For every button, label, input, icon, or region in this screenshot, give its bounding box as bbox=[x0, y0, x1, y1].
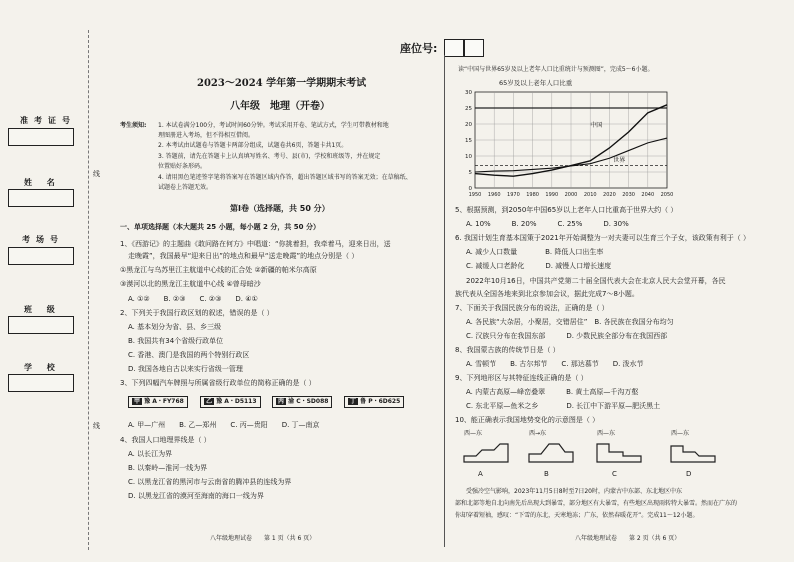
question-option[interactable]: C. 香港、澳门是我国的两个特别行政区 bbox=[128, 351, 250, 359]
option-letter: D bbox=[686, 470, 692, 478]
question-option[interactable]: A. 10% B. 20% C. 25% D. 30% bbox=[466, 220, 629, 228]
question-line: 10、能正确表示我国地势变化的示意图是（ ） bbox=[455, 416, 600, 424]
school-box[interactable] bbox=[8, 374, 74, 392]
question-line: 4、我国人口地理界线是（ ） bbox=[120, 436, 211, 444]
question-option[interactable]: B. 以秦岭—淮河一线为界 bbox=[128, 464, 208, 472]
exam-number-box[interactable] bbox=[8, 128, 74, 146]
direction-label: 西→东 bbox=[529, 430, 547, 437]
direction-label: 西—东 bbox=[597, 430, 616, 437]
school-label: 学 校 bbox=[24, 363, 61, 372]
exam-title: 2023～2024 学年第一学期期末考试 bbox=[197, 78, 367, 89]
name-label: 姓 名 bbox=[24, 178, 61, 187]
y-tick-label: 20 bbox=[465, 122, 472, 128]
section-title: 第Ⅰ卷（选择题，共 50 分） bbox=[230, 204, 330, 213]
notice-line: 3. 答题前，请先在答题卡上认真填写姓名、考号、县(市)，学校和班级等，并在规定 bbox=[158, 153, 381, 160]
y-tick-label: 10 bbox=[465, 154, 472, 160]
question-line: 5、根据预测，到2050年中国65岁以上老年人口比重高于世界大约（ ） bbox=[455, 206, 678, 214]
question-option[interactable]: A. 甲—广州 B. 乙—郑州 C. 丙—贵阳 D. 丁—南京 bbox=[128, 421, 320, 429]
seat-box-2[interactable] bbox=[464, 39, 484, 57]
option-letter: A bbox=[478, 470, 483, 478]
notice-line: 1. 本试卷满分100分，考试时间60分钟。考试采用开卷、笔试方式，学生可带教材和地 bbox=[158, 122, 389, 129]
question-line: 7、下面关于我国民族分布的说法，正确的是（ ） bbox=[455, 304, 609, 312]
question-line: ③漠河以北的黑龙江主航道中心线 ④曾母暗沙 bbox=[120, 280, 261, 288]
series-label: 中国 bbox=[590, 122, 603, 130]
terrain-profile-b[interactable] bbox=[527, 440, 575, 466]
question-option[interactable]: B. 我国共有34个省级行政单位 bbox=[128, 337, 224, 345]
x-tick-label: 1960 bbox=[487, 192, 501, 198]
license-plate-yi: 乙 豫 A・D5113 bbox=[200, 396, 261, 408]
y-tick-label: 0 bbox=[468, 186, 472, 192]
question-line: 6. 我国计划生育基本国策于2021年开始调整为一对夫妻可以生育三个子女，该政策有利于（ ） bbox=[455, 234, 750, 242]
exam-room-box[interactable] bbox=[8, 247, 74, 265]
material-line: 2022年10月16日，中国共产党第二十届全国代表大会在北京人民大会堂开幕，各民 bbox=[466, 277, 726, 285]
x-tick-label: 2010 bbox=[583, 192, 597, 198]
license-plate-bing: 丙 渝 C・SD088 bbox=[272, 396, 332, 408]
y-tick-label: 15 bbox=[465, 138, 472, 144]
question-option[interactable]: A. 基本划分为省、县、乡三级 bbox=[128, 323, 222, 331]
license-plate-ding: 丁 鲁 P・6D625 bbox=[344, 396, 404, 408]
exam-number-label: 准考证号 bbox=[20, 116, 76, 125]
license-plate-jia: 甲 豫 A・FY768 bbox=[128, 396, 188, 408]
question-line: 走晚霞”，我国最早“迎来日出”的地点和最早“送走晚霞”的地点分别是（ ） bbox=[128, 252, 359, 260]
x-tick-label: 1950 bbox=[468, 192, 482, 198]
question-option[interactable]: D. 我国各地自古以来实行省级一管理 bbox=[128, 365, 243, 373]
x-tick-label: 2040 bbox=[641, 192, 655, 198]
material-paragraph: 部和北部等地自北向南先后出现大到暴雪，部分地区有大暴雪，有些地区出现雨转特大暴雪。然而在广东的 bbox=[455, 500, 738, 507]
question-line: 2、下列关于我国行政区划的叙述，错误的是（ ） bbox=[120, 309, 274, 317]
exam-room-label: 考场号 bbox=[22, 235, 64, 244]
question-option[interactable]: A. 以长江为界 bbox=[128, 450, 173, 458]
binding-dashed-line bbox=[88, 30, 89, 550]
y-tick-label: 25 bbox=[465, 106, 472, 112]
terrain-profile-d[interactable] bbox=[669, 440, 717, 466]
x-tick-label: 2000 bbox=[564, 192, 578, 198]
question-option[interactable]: A. ①② B. ②③ C. ②③ D. ④① bbox=[128, 295, 258, 303]
notice-line: 位置贴好条形码。 bbox=[158, 163, 207, 170]
class-label: 班 级 bbox=[24, 305, 61, 314]
class-box[interactable] bbox=[8, 316, 74, 334]
terrain-profile-a[interactable] bbox=[462, 440, 510, 466]
binding-side-mark-2: 线 bbox=[93, 422, 100, 430]
terrain-profile-c[interactable] bbox=[595, 440, 643, 466]
notice-line: 理图册进入考场，但不得相互借阅。 bbox=[158, 132, 255, 139]
question-line: 9、下列地形区与其特征连线正确的是（ ） bbox=[455, 374, 588, 382]
material-paragraph: 受强冷空气影响，2023年11月5日8时至7日20时，内蒙古中东部、东北地区中东 bbox=[466, 488, 682, 495]
column-divider bbox=[444, 55, 445, 547]
direction-label: 西—东 bbox=[464, 430, 483, 437]
y-tick-label: 30 bbox=[465, 90, 472, 96]
question-line: 3、下列四幅汽车牌照与所属省级行政单位的简称正确的是（ ） bbox=[120, 379, 316, 387]
notice-label: 考生须知: bbox=[120, 122, 147, 129]
seat-box-1[interactable] bbox=[444, 39, 464, 57]
question-option[interactable]: A. 减少人口数量 B. 降低人口出生率 bbox=[466, 248, 604, 256]
chart-title: 65岁及以上老年人口比重 bbox=[499, 79, 573, 87]
direction-label: 西—东 bbox=[671, 430, 690, 437]
chart-intro: 读“中国与世界65岁及以上老年人口比重统计与预测图”，完成5～6小题。 bbox=[458, 66, 654, 73]
y-tick-label: 5 bbox=[468, 170, 472, 176]
notice-line: 2. 本考试由试题卷与答题卡两部分组成，试题卷共6页，答题卡共1页。 bbox=[158, 142, 348, 149]
section-intro: 一、单项选择题（本大题共 25 小题，每小题 2 分，共 50 分） bbox=[120, 223, 320, 231]
series-label: 世界 bbox=[613, 156, 626, 164]
seat-label: 座位号: bbox=[400, 42, 438, 55]
x-tick-label: 2020 bbox=[603, 192, 616, 198]
question-line: 1、《西游记》的主题曲《敢问路在何方》中唱道：“你挑着担，我牵着马，迎来日出，送 bbox=[120, 240, 391, 248]
question-option[interactable]: A. 各民族“大杂居，小聚居，交错居住” B. 各民族在我国分布均匀 bbox=[466, 318, 674, 326]
question-line: 8、我国蒙古族的传统节日是（ ） bbox=[455, 346, 560, 354]
question-option[interactable]: A. 内蒙古高原—峰峦叠翠 B. 黄土高原—千沟万壑 bbox=[466, 388, 639, 396]
question-option[interactable]: C. 减缓人口老龄化 D. 减慢人口增长速度 bbox=[466, 262, 612, 270]
exam-subtitle: 八年级 地理（开卷） bbox=[230, 101, 330, 112]
aging-chart bbox=[455, 76, 687, 202]
question-option[interactable]: C. 东北平原—鱼米之乡 D. 长江中下游平原—肥沃黑土 bbox=[466, 402, 661, 410]
notice-line: 试题卷上答题无效。 bbox=[158, 184, 213, 191]
name-box[interactable] bbox=[8, 189, 74, 207]
notice-line: 4. 请用黑色笔迹签字笔将答案写在答题区域内作答，超出答题区域书写的答案无效；在草稿纸、 bbox=[158, 174, 412, 181]
question-option[interactable]: A. 雪顿节 B. 古尔邦节 C. 那达慕节 D. 泼水节 bbox=[466, 360, 644, 368]
option-letter: C bbox=[612, 470, 617, 478]
question-line: ①黑龙江与乌苏里江主航道中心线的汇合处 ②新疆的帕米尔高原 bbox=[120, 266, 317, 274]
material-paragraph: 你却穿着短袖，感叹：“下雪的东北，天寒地冻；广东，依然春暖花开”。完成11～12小题。 bbox=[455, 512, 699, 519]
material-line: 族代表从全国各地来到北京参加会议，据此完成7～8小题。 bbox=[455, 290, 639, 298]
footer-left: 八年级地理试卷 第 1 页（共 6 页） bbox=[210, 535, 316, 542]
x-tick-label: 2050 bbox=[660, 192, 674, 198]
binding-side-mark: 线 bbox=[93, 170, 100, 178]
x-tick-label: 2030 bbox=[622, 192, 635, 198]
question-option[interactable]: D. 以黑龙江省的漠河至海南的海口一线为界 bbox=[128, 492, 264, 500]
x-tick-label: 1980 bbox=[526, 192, 539, 198]
option-letter: B bbox=[544, 470, 549, 478]
footer-right: 八年级地理试卷 第 2 页（共 6 页） bbox=[575, 535, 681, 542]
x-tick-label: 1990 bbox=[545, 192, 559, 198]
question-option[interactable]: C. 汉族只分布在我国东部 D. 少数民族全部分布在我国西部 bbox=[466, 332, 668, 340]
x-tick-label: 1970 bbox=[507, 192, 520, 198]
question-option[interactable]: C. 以黑龙江省的黑河市与云南省的腾冲县的连线为界 bbox=[128, 478, 292, 486]
